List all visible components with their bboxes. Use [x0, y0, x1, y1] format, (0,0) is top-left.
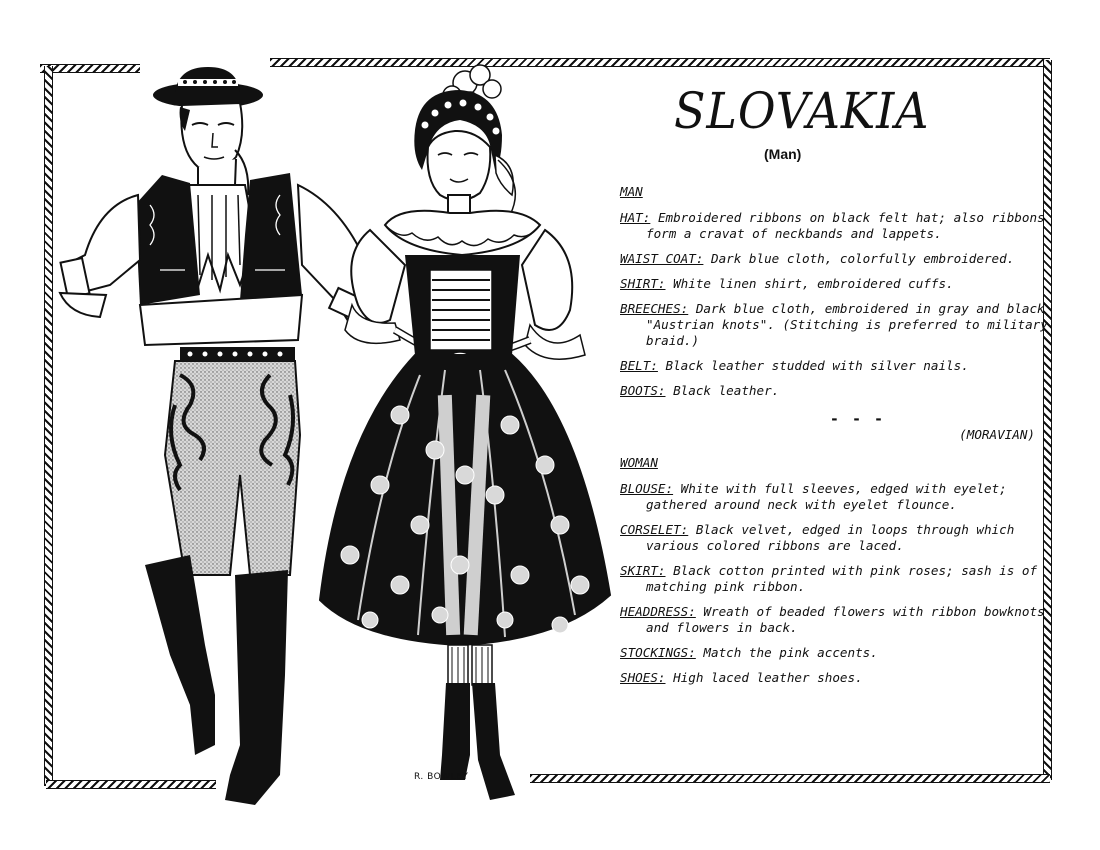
item-label: BELT:	[620, 358, 658, 373]
woman-item-corselet	[620, 522, 1065, 554]
item-label: STOCKINGS:	[620, 645, 696, 660]
item-text: Dark blue cloth, colorfully embroidered.	[711, 251, 1015, 266]
artist-signature: R. BOWLEY	[414, 772, 469, 782]
man-figure	[60, 67, 385, 805]
item-label: SKIRT:	[620, 563, 666, 578]
costume-description	[620, 180, 1065, 695]
item-text: Match the pink accents.	[703, 645, 878, 660]
item-text: Black leather studded with silver nails.	[665, 358, 969, 373]
man-item-waist-coat	[620, 251, 1065, 267]
section-separator: - - -	[829, 410, 886, 428]
item-text: Black leather.	[673, 383, 780, 398]
man-item-breeches	[620, 301, 1065, 349]
item-text: White with full sleeves, edged with eyelet; gathered around neck with eyelet flounce.	[646, 481, 1007, 512]
man-heading: MAN	[620, 184, 643, 199]
item-label: BREECHES:	[620, 301, 689, 316]
page-subtitle: (Man)	[764, 146, 802, 162]
item-text: Wreath of beaded flowers with ribbon bowknots and flowers in back.	[646, 604, 1045, 635]
item-text: Black cotton printed with pink roses; sash is of matching pink ribbon.	[646, 563, 1038, 594]
item-label: CORSELET:	[620, 522, 689, 537]
region-label: (MORAVIAN)	[959, 427, 1035, 442]
item-label: SHOES:	[620, 670, 666, 685]
woman-item-stockings	[620, 645, 1065, 661]
item-label: BLOUSE:	[620, 481, 674, 496]
man-item-belt	[620, 358, 1065, 374]
woman-item-blouse	[620, 481, 1065, 513]
item-text: White linen shirt, embroidered cuffs.	[673, 276, 954, 291]
woman-item-headdress	[620, 604, 1065, 636]
item-text: Embroidered ribbons on black felt hat; also ribbons form a cravat of neckbands and lappets.	[646, 210, 1045, 241]
man-item-hat	[620, 210, 1065, 242]
item-label: SHIRT:	[620, 276, 666, 291]
costume-illustration	[40, 55, 630, 815]
item-text: High laced leather shoes.	[673, 670, 863, 685]
item-text: Dark blue cloth, embroidered in gray and black "Austrian knots". (Stitching is preferred to military braid.)	[646, 301, 1048, 348]
item-label: HEADDRESS:	[620, 604, 696, 619]
woman-figure	[320, 65, 610, 800]
item-label: BOOTS:	[620, 383, 666, 398]
page-title: SLOVAKIA	[674, 82, 930, 140]
woman-item-skirt	[620, 563, 1065, 595]
woman-item-shoes	[620, 670, 1065, 686]
item-label: HAT:	[620, 210, 651, 225]
man-item-boots	[620, 383, 1065, 399]
item-text: Black velvet, edged in loops through which various colored ribbons are laced.	[646, 522, 1015, 553]
man-item-shirt	[620, 276, 1065, 292]
item-label: WAIST COAT:	[620, 251, 704, 266]
woman-heading: WOMAN	[620, 455, 658, 470]
